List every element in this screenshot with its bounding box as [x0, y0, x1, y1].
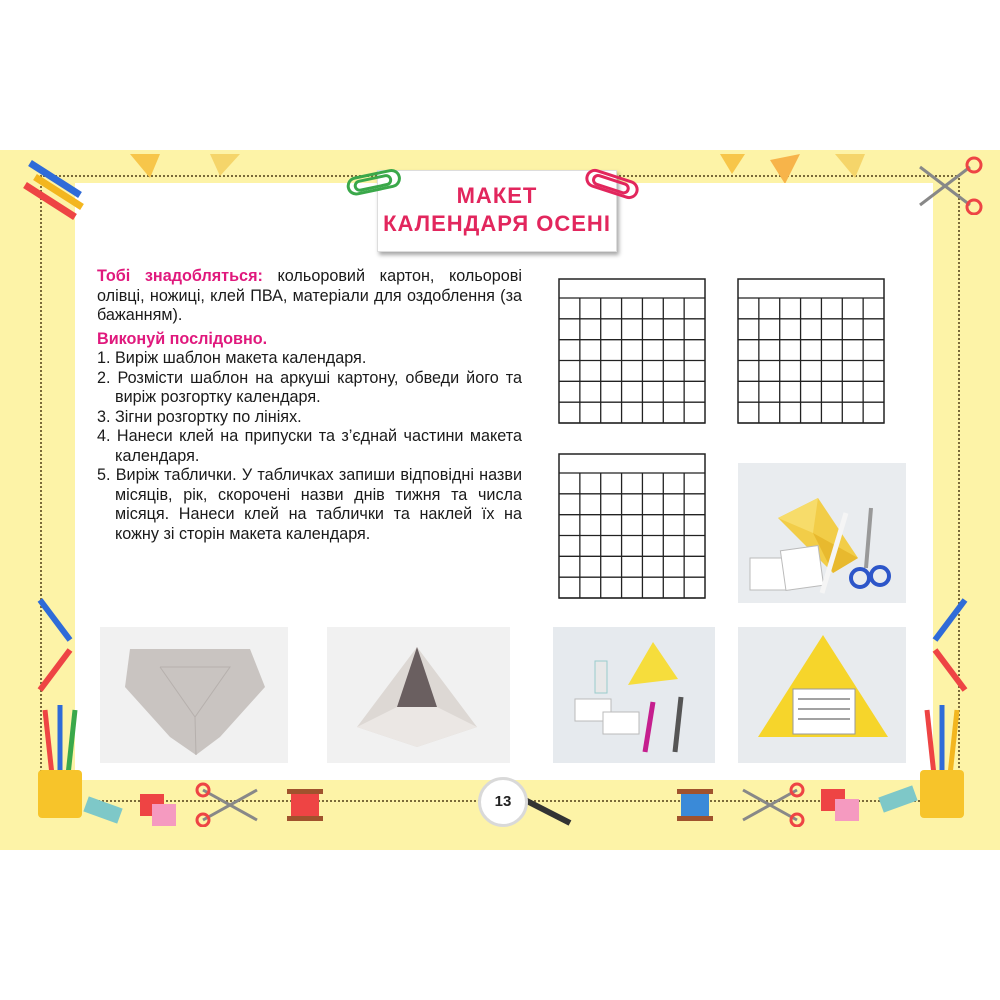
title-card [377, 170, 617, 252]
title-line-1: МАКЕТ [456, 183, 538, 208]
paperclip-icon [345, 168, 405, 198]
step-item: 1. Виріж шаблон макета календаря. [97, 349, 367, 367]
step-item: 4. Нанеси клей на припуски та з’єднай частини макета календаря. [97, 427, 522, 465]
title-line-2: КАЛЕНДАРЯ ОСЕНІ [383, 211, 611, 236]
grid-outline [559, 279, 705, 423]
magnifier-icon [520, 795, 580, 831]
pencil-icon [30, 590, 80, 700]
pencil-icon [925, 590, 975, 700]
eraser-icon [80, 790, 190, 830]
materials-text: кольоровий картон, кольорові олівці, ножиці, клей ПВА, матеріали для оздоблення (за бажанням). [97, 267, 522, 324]
materials-label: Тобі знадобляться: [97, 267, 263, 285]
photo-finished-calendar [738, 627, 906, 763]
folded-model-image [738, 463, 906, 603]
materials-paragraph [97, 267, 522, 326]
page-number: 13 [478, 777, 528, 827]
eraser-icon [815, 775, 925, 825]
calendar-grid [558, 278, 706, 424]
scissors-icon [851, 508, 889, 587]
instructions-heading: Виконуй послідовно. [97, 329, 268, 348]
photo-materials [738, 463, 906, 603]
paperclip-icon [582, 168, 644, 202]
scissors-icon [910, 155, 990, 215]
thread-spool-icon [675, 787, 715, 823]
step-item: 3. Зігни розгортку по лініях. [97, 407, 302, 426]
steps-list [97, 349, 522, 544]
photo-folding-template [327, 627, 510, 763]
step-item: 2. Розмісти шаблон на аркуші картону, обведи його та виріж розгортку календаря. [97, 368, 522, 406]
photo-glue-and-labels [553, 627, 715, 763]
grid-outline [738, 279, 884, 423]
calendar-grid [737, 278, 885, 424]
photo-unfolded-template [100, 627, 288, 763]
scissors-icon [195, 782, 265, 827]
pencil-icon [20, 155, 100, 225]
grid-outline [559, 454, 705, 598]
instructions-text [97, 267, 522, 544]
scissors-icon [735, 782, 805, 827]
calendar-grid [558, 453, 706, 599]
thread-spool-icon [285, 787, 325, 823]
step-item: 5. Виріж таблички. У табличках запиши відповідні назви місяців, рік, скорочені назви днів тижня та числа місяця. Нанеси клей на таблички та наклей їх на кожну зі сторін макета календаря. [97, 466, 522, 543]
